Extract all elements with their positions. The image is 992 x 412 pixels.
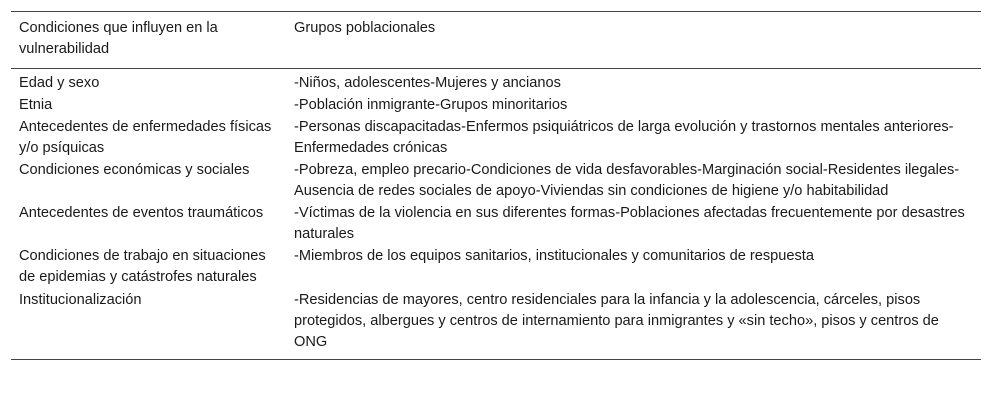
groups-cell: -Pobreza, empleo precario-Condiciones de vida desfavorables-Marginación social-Residentes ilegales-Ausencia de redes sociales de apoyo-Viviendas sin condiciones de higiene y/o habitabilidad <box>294 162 960 199</box>
header-row <box>11 12 981 69</box>
table-body <box>11 69 981 360</box>
vulnerability-table <box>11 11 981 360</box>
table-row <box>11 246 981 290</box>
table-row <box>11 203 981 246</box>
groups-cell: -Personas discapacitadas-Enfermos psiquiátricos de larga evolución y trastornos mentales anteriores-Enfermedades crónicas <box>294 119 954 156</box>
condition-cell: Institucionalización <box>19 292 142 308</box>
table-row <box>11 290 981 360</box>
condition-cell: Antecedentes de enfermedades físicas y/o psíquicas <box>19 119 272 156</box>
table-row <box>11 95 981 117</box>
table-row <box>11 160 981 203</box>
table-header <box>11 12 981 69</box>
condition-cell: Etnia <box>19 97 53 113</box>
groups-cell: -Residencias de mayores, centro residenciales para la infancia y la adolescencia, cárceles, pisos protegidos, albergues y centros de internamiento para inmigrantes y «sin techo», pisos y centros de ONG <box>294 292 939 350</box>
table-row <box>11 69 981 96</box>
header-conditions: Condiciones que influyen en la vulnerabilidad <box>19 20 218 57</box>
condition-cell: Edad y sexo <box>19 75 100 91</box>
groups-cell: -Población inmigrante-Grupos minoritarios <box>294 97 568 113</box>
groups-cell: -Víctimas de la violencia en sus diferentes formas-Poblaciones afectadas frecuentemente por desastres naturales <box>294 205 965 242</box>
condition-cell: Condiciones económicas y sociales <box>19 162 250 178</box>
condition-cell: Antecedentes de eventos traumáticos <box>19 205 264 221</box>
header-population-groups: Grupos poblacionales <box>294 20 436 36</box>
groups-cell: -Miembros de los equipos sanitarios, institucionales y comunitarios de respuesta <box>294 248 814 264</box>
condition-cell: Condiciones de trabajo en situaciones de epidemias y catástrofes naturales <box>19 248 266 285</box>
groups-cell: -Niños, adolescentes-Mujeres y ancianos <box>294 75 561 91</box>
table-row <box>11 117 981 160</box>
